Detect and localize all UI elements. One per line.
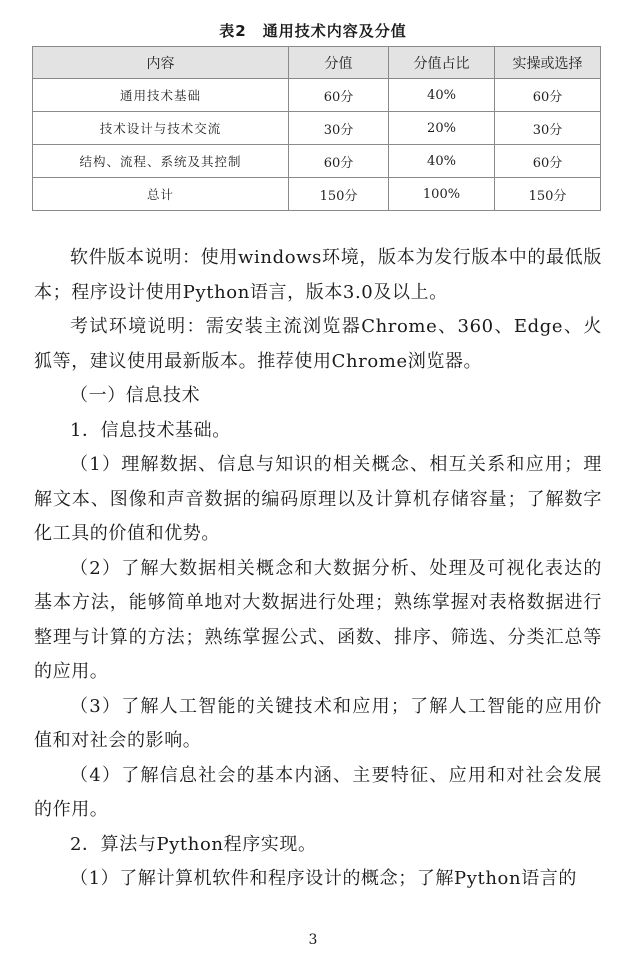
- column-header-score: 分值: [289, 47, 389, 79]
- table-cell: 结构、流程、系统及其控制: [33, 145, 289, 178]
- table-header-row: [33, 47, 601, 79]
- subsection-heading: 2．算法与Python程序实现。: [70, 833, 317, 855]
- table-cell: 20%: [389, 112, 495, 145]
- table-caption: 表2 通用技术内容及分值: [219, 22, 407, 40]
- table-cell: 40%: [389, 145, 495, 178]
- table-cell: 60分: [289, 79, 389, 112]
- table-row: [33, 112, 601, 145]
- table-cell: 通用技术基础: [33, 79, 289, 112]
- table-cell: 技术设计与技术交流: [33, 112, 289, 145]
- table-row: [33, 79, 601, 112]
- table-row: [33, 145, 601, 178]
- section-heading: （一）信息技术: [70, 385, 201, 406]
- subsection-heading: 1．信息技术基础。: [70, 419, 231, 441]
- paragraph-item: （4）了解信息社会的基本内涵、主要特征、应用和对社会发展的作用。: [34, 764, 602, 820]
- table-cell: 150分: [289, 178, 389, 211]
- table-cell: 30分: [289, 112, 389, 145]
- column-header-content: 内容: [33, 47, 289, 79]
- body-text: [34, 241, 602, 897]
- paragraph-item: （1）了解计算机软件和程序设计的概念；了解Python语言的: [70, 868, 577, 889]
- table-cell: 60分: [495, 145, 601, 178]
- table-cell: 150分: [495, 178, 601, 211]
- table-cell: 40%: [389, 79, 495, 112]
- table-cell: 总计: [33, 178, 289, 211]
- table-cell: 30分: [495, 112, 601, 145]
- column-header-type: 实操或选择: [495, 47, 601, 79]
- paragraph-exam-environment: 考试环境说明：需安装主流浏览器Chrome、360、Edge、火狐等，建议使用最新版本。推荐使用Chrome浏览器。: [34, 316, 602, 372]
- score-table: [32, 46, 601, 211]
- table-cell: 60分: [495, 79, 601, 112]
- paragraph-item: （3）了解人工智能的关键技术和应用；了解人工智能的应用价值和对社会的影响。: [34, 695, 602, 751]
- paragraph-software-version: 软件版本说明：使用windows环境，版本为发行版本中的最低版本；程序设计使用Python语言，版本3.0及以上。: [34, 247, 602, 303]
- paragraph-item: （1）理解数据、信息与知识的相关概念、相互关系和应用；理解文本、图像和声音数据的编码原理以及计算机存储容量；了解数字化工具的价值和优势。: [34, 454, 602, 544]
- column-header-ratio: 分值占比: [389, 47, 495, 79]
- table-cell: 100%: [389, 178, 495, 211]
- table-row-total: [33, 178, 601, 211]
- table-cell: 60分: [289, 145, 389, 178]
- page-number: 3: [308, 932, 318, 948]
- paragraph-item: （2）了解大数据相关概念和大数据分析、处理及可视化表达的基本方法，能够简单地对大数据进行处理；熟练掌握对表格数据进行整理与计算的方法；熟练掌握公式、函数、排序、筛选、分类汇总等的应用。: [34, 557, 602, 682]
